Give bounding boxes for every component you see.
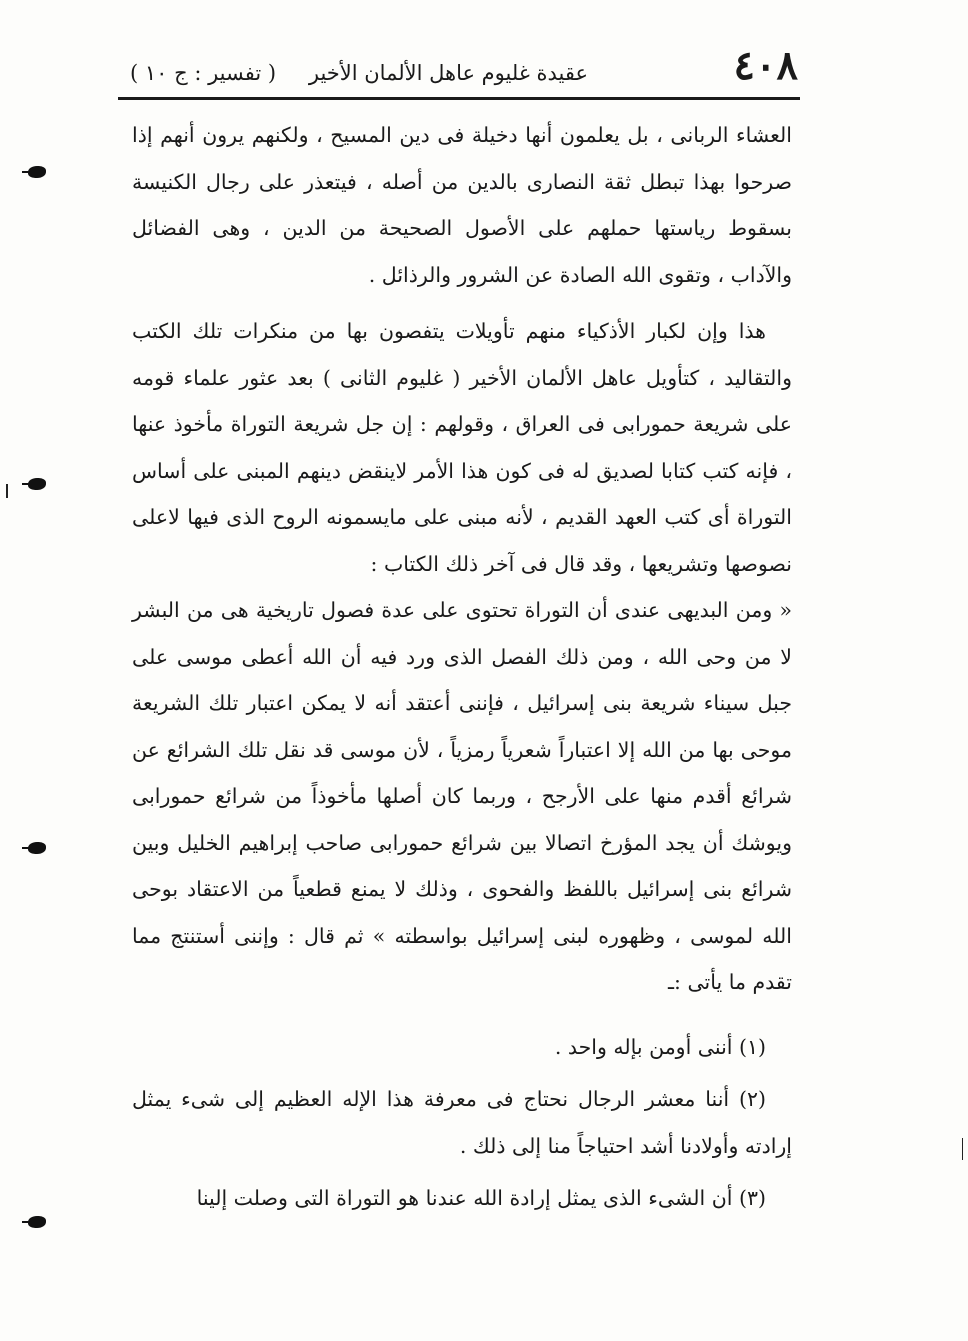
page-number: ٤٠٨: [733, 42, 798, 89]
section-reference: ( تفسير : ج ١٠ ): [130, 61, 277, 85]
margin-pointer-icon: [28, 166, 46, 178]
margin-pointer-icon: [28, 842, 46, 854]
list-item-1: (١) أننى أومن بإله واحد .: [554, 1034, 766, 1059]
list-item-2: (٢) أننا معشر الرجال نحتاج فى معرفة هذا الإله العظيم إلى شىء يمثل إرادته وأولادنا أشد احتياجاً منا إلى ذلك .: [132, 1087, 792, 1158]
page-header: [118, 44, 798, 96]
running-title: عقيدة غليوم عاهل الألمان الأخير: [308, 61, 588, 85]
scan-edge-mark: [6, 484, 8, 498]
margin-pointer-icon: [28, 478, 46, 490]
scan-edge-mark: [962, 1138, 963, 1160]
paragraph-1: العشاء الربانى ، بل يعلمون أنها دخيلة فى دين المسيح ، ولكنهم يرون أنهم إذا صرحوا بهذا تبطل ثقة النصارى بالدين من أصله ، فيتعذر على رجال الكنيسة بسقوط رياستها حملهم على الأصول الصحيحة من الدين ، وهى الفضائل والآداب ، وتقوى الله الصادة عن الشرور والرذائل .: [132, 123, 792, 287]
header-rule: [118, 97, 800, 100]
margin-pointer-icon: [28, 1216, 46, 1228]
list-item-3: (٣) أن الشىء الذى يمثل إرادة الله عندنا هو التوراة التى وصلت إلينا: [196, 1186, 766, 1210]
paragraph-2: هذا وإن لكبار الأذكياء منهم تأويلات يتفصون بها من منكرات تلك الكتب والتقاليد ، كتأويل عاهل الألمان الأخير ( غليوم الثانى ) بعد عثور علماء قومه على شريعة حمورابى فى العراق ، وقولهم : إن جل شريعة التوراة مأخوذ عنها ، فإنه كتب كتابا لصديق له فى كون هذا الأمر لاينقض دينهم المبنى على أساس التوراة أى كتب العهد القديم ، لأنه مبنى على مايسمونه الروح الذى فيها لاعلى نصوصها وتشريعها ، وقد قال فى آخر ذلك الكتاب :: [132, 319, 792, 576]
body-text: [132, 112, 792, 1222]
paragraph-quote: « ومن البديهى عندى أن التوراة تحتوى على عدة فصول تاريخية هى من البشر لا من وحى الله ، ومن ذلك الفصل الذى ورد فيه أن الله أعطى موسى على جبل سيناء شريعة بنى إسرائيل ، فإننى أعتقد أنه لا يمكن اعتبار تلك الشريعة موحى بها من الله إلا اعتباراً شعرياً رمزياً ، لأن موسى قد نقل تلك الشرائع عن شرائع أقدم منها على الأرجح ، وربما كان أصلها مأخوذاً من شرائع حمورابى ويوشك أن يجد المؤرخ اتصالا بين شرائع حمورابى صاحب إبراهيم الخليل وبين شرائع بنى إسرائيل باللفظ والفحوى ، وذلك لا يمنع قطعياً من الاعتقاد بوحى الله لموسى ، وظهوره لبنى إسرائيل بواسطته » ثم قال : وإننى أستنتج مما تقدم ما يأتى :ـ: [132, 598, 792, 994]
